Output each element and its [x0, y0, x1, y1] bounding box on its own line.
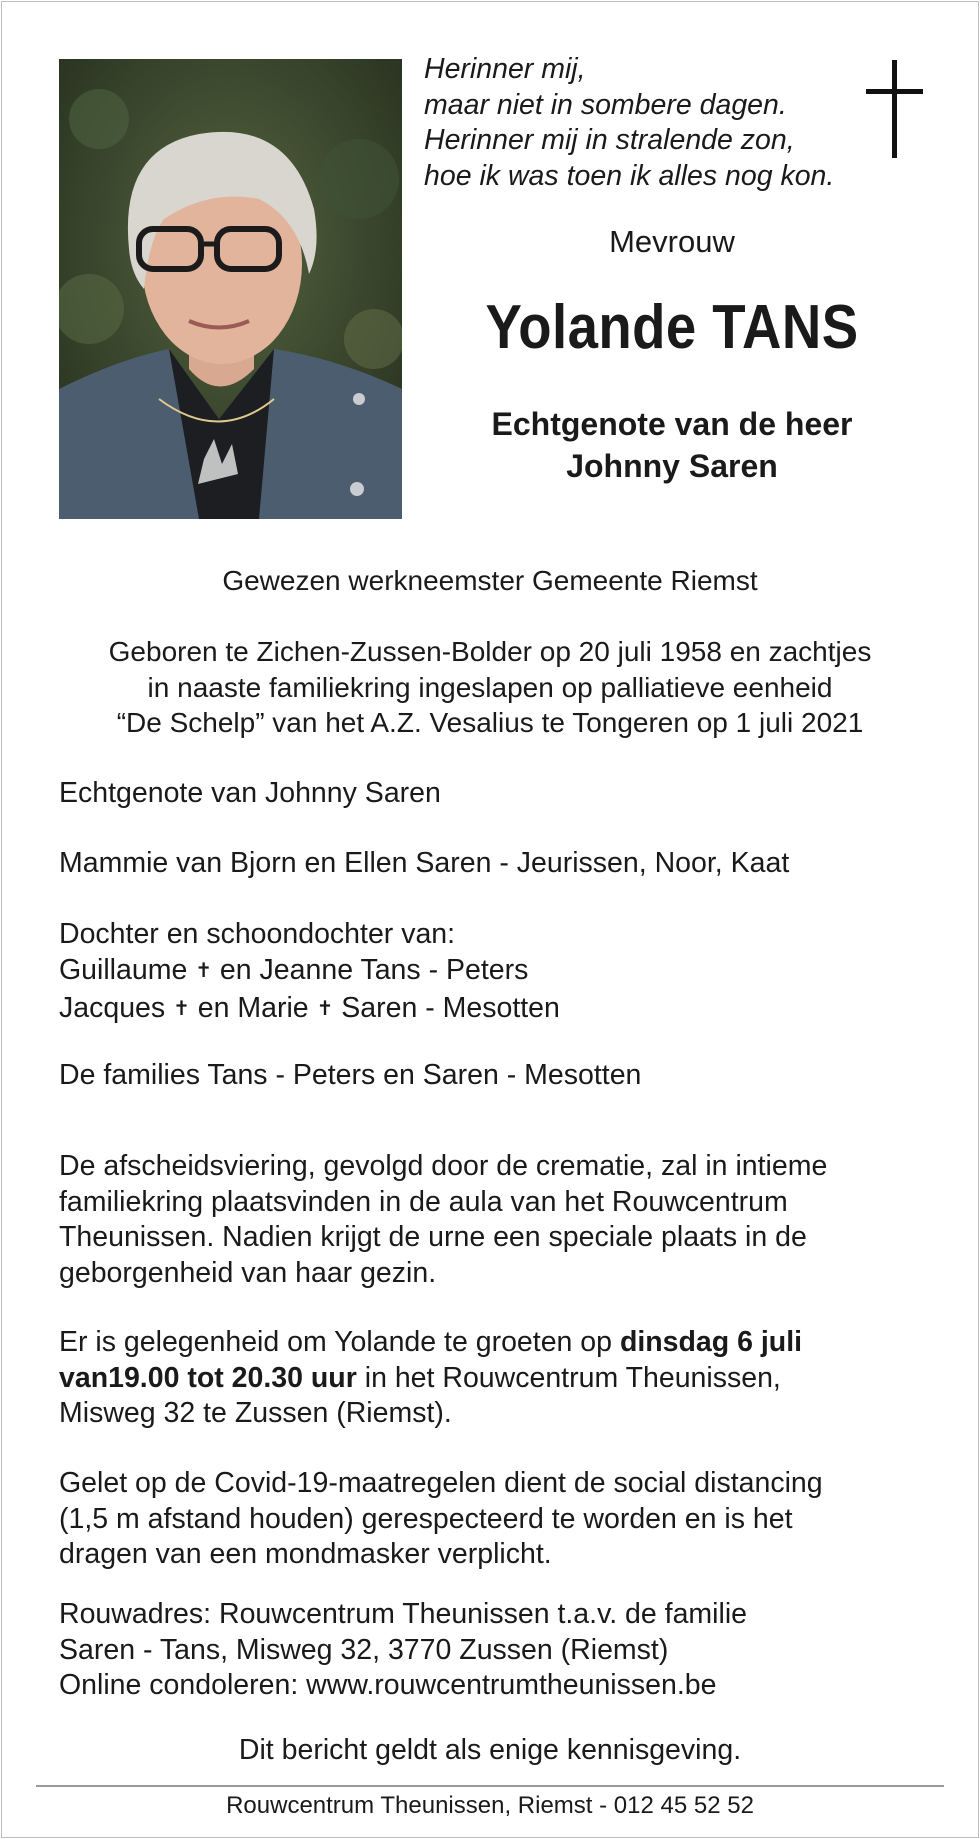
visitation-line [59, 1325, 939, 1361]
occupation: Gewezen werkneemster Gemeente Riemst [222, 565, 758, 596]
spouse-heading [424, 403, 920, 487]
ceremony-paragraph [59, 1149, 939, 1291]
birth-death-info [40, 634, 940, 741]
visitation-time: van19.00 tot 20.30 uur [59, 1361, 357, 1394]
portrait-photo [59, 59, 402, 519]
footer-divider [36, 1785, 944, 1787]
spouse-name: Johnny Saren [566, 448, 778, 484]
ceremony-line: familiekring plaatsvinden in de aula van het Rouwcentrum [59, 1185, 788, 1218]
condolence-line: Online condoleren: www.rouwcentrumtheunissen.be [59, 1669, 717, 1701]
dagger-icon: ✝ [195, 959, 212, 982]
covid-line: dragen van een mondmasker verplicht. [59, 1538, 552, 1570]
spouse-line: Echtgenote van Johnny Saren [59, 777, 441, 809]
parent-name: Saren - Mesotten [341, 992, 560, 1024]
visitation-text: Er is gelegenheid om Yolande te groeten op [59, 1326, 620, 1358]
ceremony-line: geborgenheid van haar gezin. [59, 1256, 437, 1289]
deceased-name: Yolande TANS [485, 293, 859, 362]
title-prefix: Mevrouw [609, 224, 735, 259]
poem-line: maar niet in sombere dagen. [424, 88, 787, 121]
parents-line [59, 953, 939, 992]
birth-line: Geboren te Zichen-Zussen-Bolder op 20 juli 1958 en zachtjes [108, 636, 872, 667]
children-line: Mammie van Bjorn en Ellen Saren - Jeurissen, Noor, Kaat [59, 847, 790, 879]
parent-name: Guillaume [59, 953, 188, 986]
poem-line: hoe ik was toen ik alles nog kon. [424, 159, 835, 192]
parent-name: Jacques [59, 992, 166, 1024]
dagger-icon: ✝ [316, 998, 334, 1020]
address-line: Saren - Tans, Misweg 32, 3770 Zussen (Riemst) [59, 1633, 669, 1666]
parents-block [59, 917, 939, 1030]
poem-line: Herinner mij, [424, 53, 586, 85]
poem [424, 52, 884, 194]
visitation-line [59, 1361, 939, 1397]
address-paragraph [59, 1597, 939, 1704]
birth-line: in naaste familiekring ingeslapen op palliatieve eenheid [147, 671, 833, 703]
families-line: De families Tans - Peters en Saren - Mesotten [59, 1059, 642, 1091]
notice: Dit bericht geldt als enige kennisgeving. [238, 1734, 742, 1766]
ceremony-line: De afscheidsviering, gevolgd door de crematie, zal in intieme [59, 1150, 828, 1182]
parents-heading: Dochter en schoondochter van: [59, 918, 456, 950]
visitation-line: Misweg 32 te Zussen (Riemst). [59, 1397, 452, 1429]
visitation-date: dinsdag 6 juli [619, 1326, 803, 1358]
ceremony-line: Theunissen. Nadien krijgt de urne een speciale plaats in de [59, 1221, 807, 1253]
address-line: Rouwadres: Rouwcentrum Theunissen t.a.v. de familie [59, 1598, 748, 1630]
birth-line: “De Schelp” van het A.Z. Vesalius te Tongeren op 1 juli 2021 [116, 707, 864, 738]
covid-line: (1,5 m afstand houden) gerespecteerd te worden en is het [59, 1502, 793, 1535]
spouse-line: Echtgenote van de heer [491, 406, 853, 442]
visitation-paragraph [59, 1325, 939, 1432]
cross-icon [864, 60, 924, 160]
footer: Rouwcentrum Theunissen, Riemst - 012 45 52 52 [226, 1792, 754, 1819]
parent-name: en Jeanne Tans - Peters [219, 953, 529, 986]
covid-line: Gelet op de Covid-19-maatregelen dient de social distancing [59, 1467, 823, 1499]
dagger-icon: ✝ [173, 998, 190, 1020]
visitation-text: in het Rouwcentrum Theunissen, [356, 1361, 781, 1394]
covid-paragraph [59, 1466, 939, 1573]
parents-line [59, 991, 939, 1030]
parent-name: en Marie [197, 992, 309, 1024]
poem-line: Herinner mij in stralende zon, [424, 124, 795, 156]
